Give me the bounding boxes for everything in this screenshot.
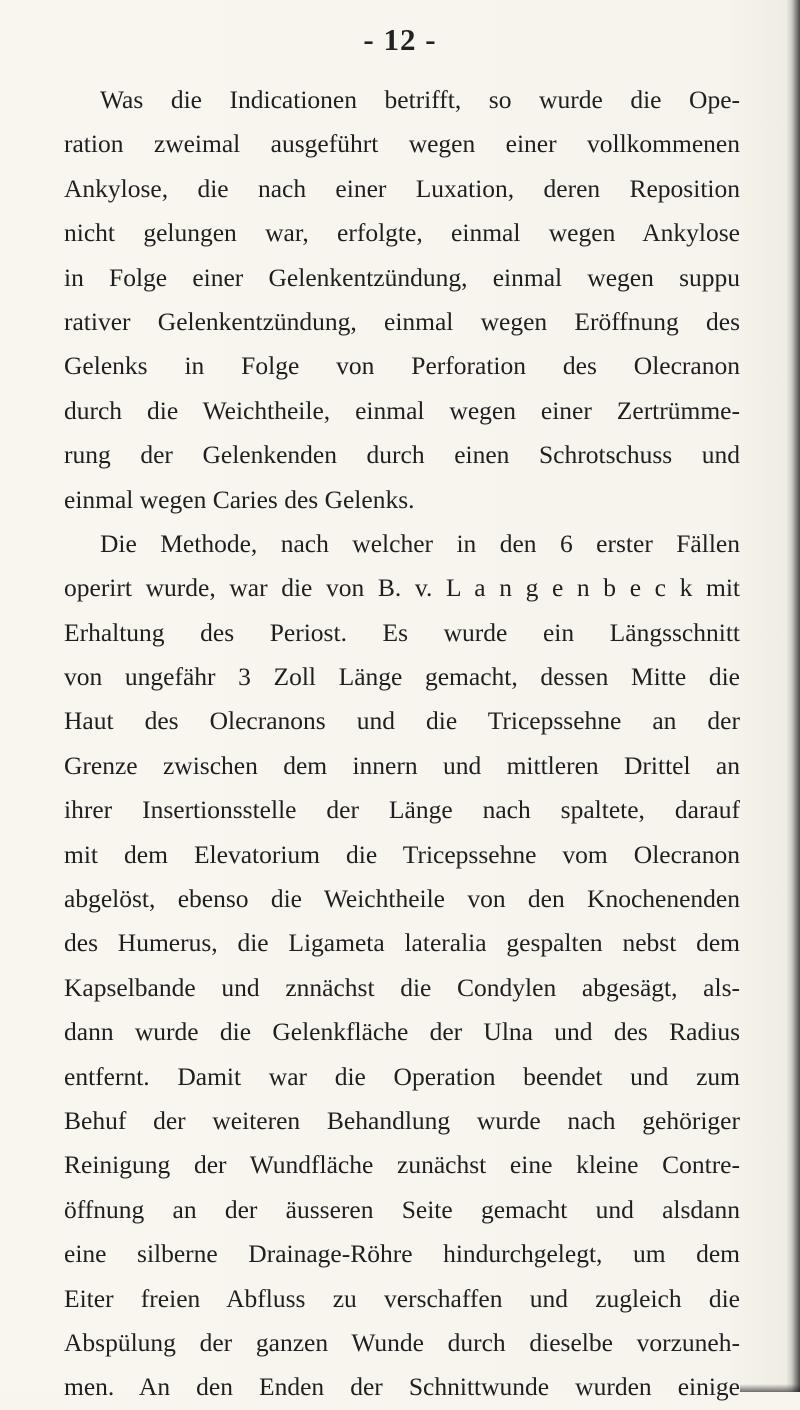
text-line: eine silberne Drainage-Röhre hindurchgelegt, um dem bbox=[64, 1239, 740, 1269]
text-line: rung der Gelenkenden durch einen Schrotschuss und bbox=[64, 440, 740, 470]
body-text bbox=[64, 78, 740, 1410]
text-line: ration zweimal ausgeführt wegen einer vollkommenen bbox=[64, 129, 740, 159]
text-line: Haut des Olecranons und die Tricepssehne an der bbox=[64, 706, 740, 736]
text-line: durch die Weichtheile, einmal wegen einer Zertrümme- bbox=[64, 395, 740, 425]
text-line: Gelenks in Folge von Perforation des Olecranon bbox=[64, 351, 740, 381]
text-line: entfernt. Damit war die Operation beendet und zum bbox=[64, 1061, 740, 1091]
text-line: mit dem Elevatorium die Tricepssehne vom Olecranon bbox=[64, 839, 740, 869]
text-line: operirt wurde, war die von B. v. L a n g e n b e c k mit bbox=[64, 573, 740, 603]
text-line: nicht gelungen war, erfolgte, einmal wegen Ankylose bbox=[64, 218, 740, 248]
text-line: Behuf der weiteren Behandlung wurde nach gehöriger bbox=[64, 1105, 740, 1135]
text-line: Abspülung der ganzen Wunde durch dieselbe vorzuneh- bbox=[64, 1327, 740, 1357]
text-line: des Humerus, die Ligameta lateralia gespalten nebst dem bbox=[64, 928, 740, 958]
text-line: von ungefähr 3 Zoll Länge gemacht, dessen Mitte die bbox=[64, 662, 740, 692]
text-line: Reinigung der Wundfläche zunächst eine kleine Contre- bbox=[64, 1150, 740, 1180]
text-line: öffnung an der äusseren Seite gemacht und alsdann bbox=[64, 1194, 740, 1224]
text-line: abgelöst, ebenso die Weichtheile von den Knochenenden bbox=[64, 884, 740, 914]
text-line: ihrer Insertionsstelle der Länge nach spaltete, darauf bbox=[64, 795, 740, 825]
text-line: Was die Indicationen betrifft, so wurde die Ope- bbox=[100, 85, 740, 114]
text-line: Die Methode, nach welcher in den 6 erster Fällen bbox=[100, 528, 740, 558]
text-line: men. An den Enden der Schnittwunde wurden einige bbox=[64, 1372, 740, 1402]
text-line: Grenze zwischen dem innern und mittleren Drittel an bbox=[64, 750, 740, 780]
page-number: - 12 - bbox=[363, 22, 437, 57]
text-line: rativer Gelenkentzündung, einmal wegen Eröffnung des bbox=[64, 306, 740, 336]
text-line: in Folge einer Gelenkentzündung, einmal wegen suppu bbox=[64, 262, 740, 292]
text-line: Ankylose, die nach einer Luxation, deren Reposition bbox=[64, 173, 740, 203]
text-line: Kapselbande und znnächst die Condylen abgesägt, als- bbox=[64, 972, 740, 1002]
page-corner-shadow bbox=[740, 1384, 800, 1392]
text-line: dann wurde die Gelenkfläche der Ulna und des Radius bbox=[64, 1017, 740, 1047]
text-line: Eiter freien Abfluss zu verschaffen und zugleich die bbox=[64, 1283, 740, 1313]
text-line: Erhaltung des Periost. Es wurde ein Längsschnitt bbox=[64, 617, 740, 647]
text-line: einmal wegen Caries des Gelenks. bbox=[64, 484, 415, 514]
page-edge-shadow bbox=[786, 0, 800, 1392]
